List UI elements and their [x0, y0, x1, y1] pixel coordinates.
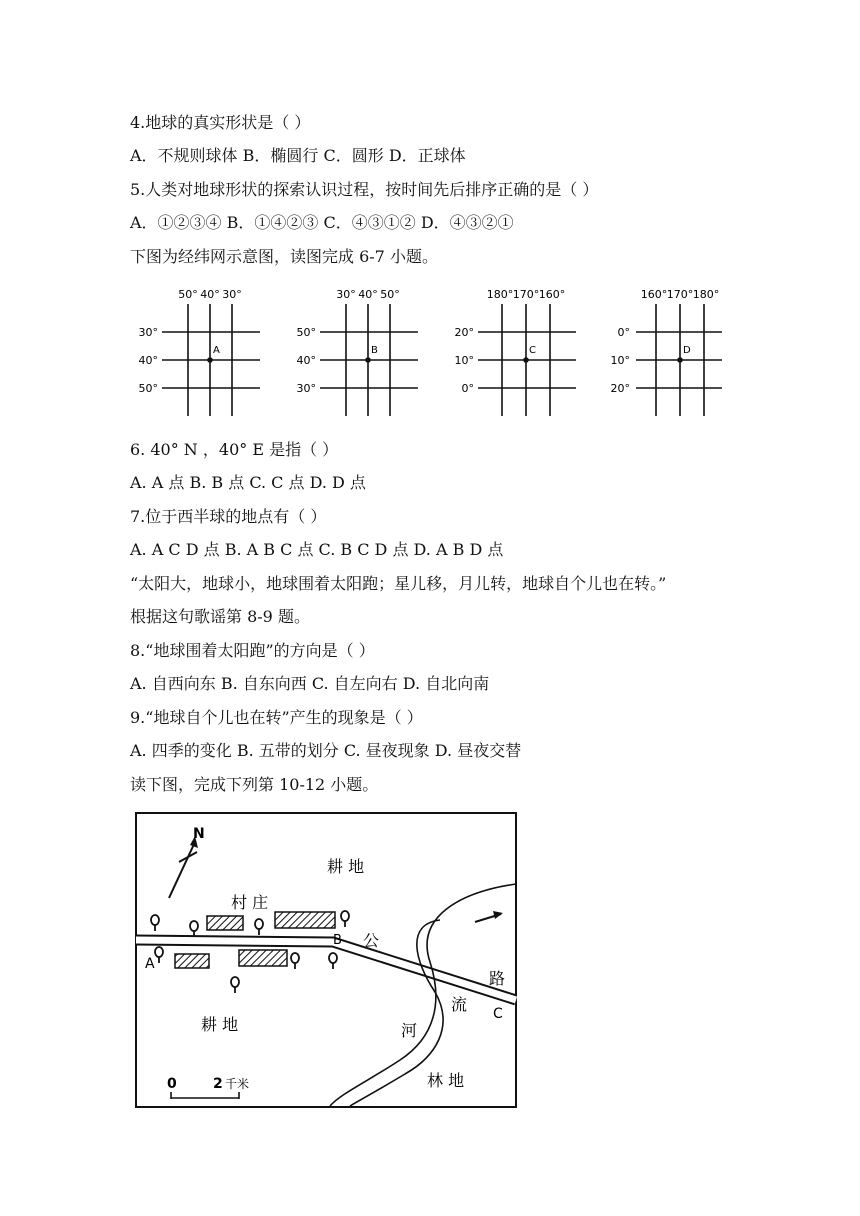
meridian-label: 180°	[486, 288, 514, 301]
house	[175, 954, 209, 968]
parallel-label: 20°	[454, 326, 474, 339]
parallel-label: 30°	[296, 382, 316, 395]
question-7: 7.位于西半球的地点有（ ）	[130, 507, 327, 526]
parallel-label: 10°	[610, 354, 630, 367]
graticule-a	[130, 282, 270, 418]
parallel-label: 0°	[617, 326, 630, 339]
point-b-label: B	[333, 933, 342, 948]
house	[207, 916, 243, 930]
meridian-label: 170°	[666, 288, 694, 301]
farmland-label: 耕 地	[327, 857, 365, 876]
point-marker	[677, 357, 683, 363]
point-label: B	[371, 345, 378, 356]
meridian-label: 40°	[358, 288, 378, 301]
point-label: C	[529, 345, 536, 356]
graticule-c	[446, 282, 586, 418]
forest-label: 林 地	[427, 1071, 465, 1090]
meridian-label: 170°	[512, 288, 540, 301]
parallel-label: 20°	[610, 382, 630, 395]
meridian-label: 30°	[336, 288, 356, 301]
parallel-label: 50°	[296, 326, 316, 339]
graticule-d	[604, 282, 744, 418]
parallel-label: 30°	[138, 326, 158, 339]
house	[239, 950, 287, 966]
river-label: 流	[451, 995, 468, 1014]
north-label: N	[193, 826, 205, 842]
figure-intro-10-12: 读下图，完成下列第 10-12 小题。	[130, 775, 379, 794]
parallel-label: 40°	[138, 354, 158, 367]
scale-two: 2	[213, 1076, 223, 1092]
parallel-label: 0°	[461, 382, 474, 395]
point-marker	[523, 357, 529, 363]
point-a-label: A	[145, 956, 155, 972]
village-label: 村 庄	[231, 893, 269, 912]
road-label: 公	[363, 931, 380, 950]
meridian-label: 180°	[692, 288, 720, 301]
question-8: 8.“地球围着太阳跑”的方向是（ ）	[130, 641, 375, 660]
question-5: 5.人类对地球形状的探索认识过程，按时间先后排序正确的是（ ）	[130, 180, 599, 199]
point-label: A	[213, 345, 220, 356]
meridian-label: 160°	[640, 288, 668, 301]
village-map	[135, 812, 517, 1108]
meridian-label: 50°	[380, 288, 400, 301]
scale-unit: 千米	[225, 1077, 250, 1091]
question-7-options: A. A C D 点 B. A B C 点 C. B C D 点 D. A B D 点	[130, 540, 504, 559]
rhyme-instruction: 根据这句歌谣第 8-9 题。	[130, 607, 310, 626]
point-marker	[365, 357, 371, 363]
road-label: 路	[489, 969, 506, 988]
point-marker	[207, 357, 213, 363]
question-4: 4.地球的真实形状是（ ）	[130, 113, 311, 132]
farmland-label: 耕 地	[201, 1015, 239, 1034]
parallel-label: 50°	[138, 382, 158, 395]
point-c-label: C	[493, 1006, 503, 1022]
graticule-diagrams	[130, 282, 730, 418]
meridian-label: 30°	[222, 288, 242, 301]
question-4-options: A．不规则球体 B．椭圆行 C．圆形 D．正球体	[130, 146, 466, 165]
rhyme-text: “太阳大，地球小，地球围着太阳跑；星儿移，月儿转，地球自个儿也在转。”	[130, 574, 667, 593]
house	[275, 912, 335, 928]
meridian-label: 40°	[200, 288, 220, 301]
figure-intro-6-7: 下图为经纬网示意图，读图完成 6-7 小题。	[130, 247, 438, 266]
question-8-options: A. 自西向东 B. 自东向西 C. 自左向右 D. 自北向南	[130, 674, 490, 693]
question-5-options: A．①②③④ B．①④②③ C．④③①② D．④③②①	[130, 213, 514, 232]
graticule-b	[288, 282, 428, 418]
parallel-label: 40°	[296, 354, 316, 367]
question-9-options: A. 四季的变化 B. 五带的划分 C. 昼夜现象 D. 昼夜交替	[130, 741, 522, 760]
question-9: 9.“地球自个儿也在转”产生的现象是（ ）	[130, 708, 423, 727]
question-6: 6. 40° N ，40° E 是指（ ）	[130, 440, 339, 459]
scale-zero: 0	[167, 1076, 177, 1092]
point-label: D	[683, 345, 691, 356]
meridian-label: 50°	[178, 288, 198, 301]
meridian-label: 160°	[538, 288, 566, 301]
river-label: 河	[401, 1021, 418, 1040]
parallel-label: 10°	[454, 354, 474, 367]
question-6-options: A. A 点 B. B 点 C. C 点 D. D 点	[130, 473, 366, 492]
